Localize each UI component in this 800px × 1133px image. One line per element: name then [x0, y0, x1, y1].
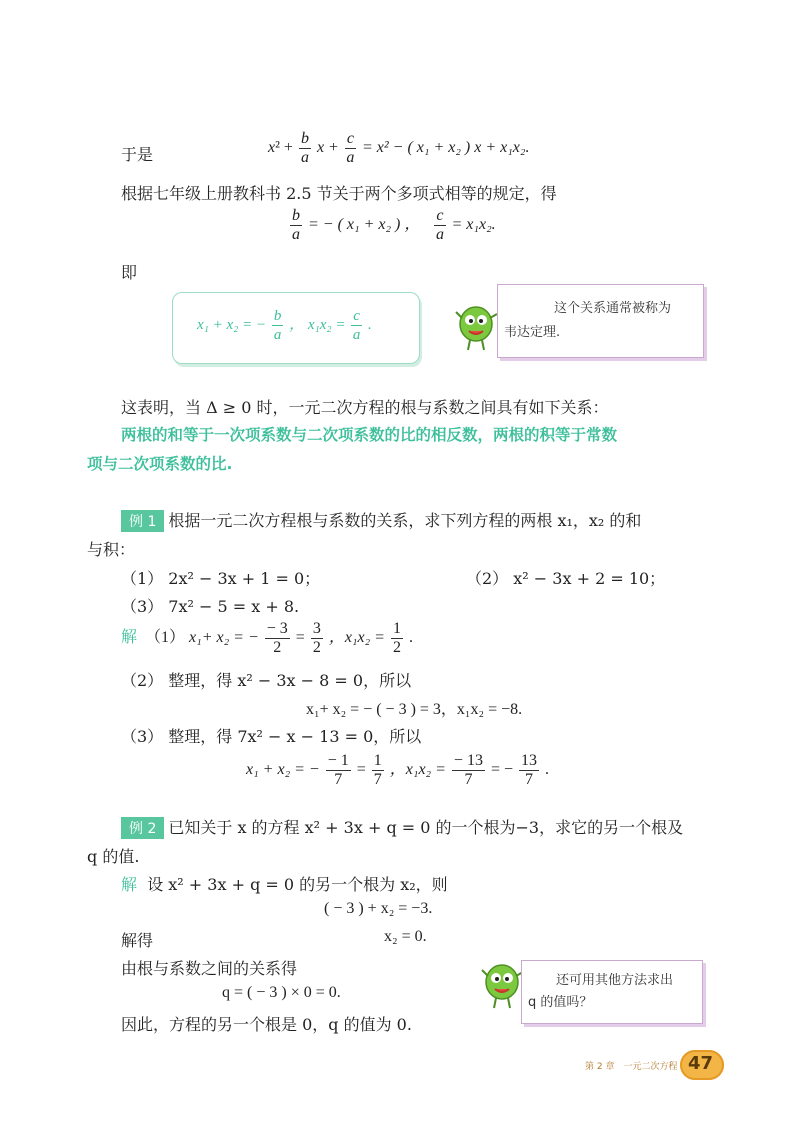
page-number: 47 — [688, 1053, 714, 1074]
example1-question-2: （2） x² − 3x + 2 = 10； — [466, 569, 666, 588]
equation-expansion: x² + $\frac{b}{a}$ x + $\frac{c}{a}$ = x² − ( x₁ + x₂ ) x + x₁x₂. — [268, 130, 530, 166]
example1-solution-2-line1: （2） 整理，得 x² − 3x − 8 = 0，所以 — [121, 671, 412, 690]
example1-solution-2-line2: x₁+ x₂ = − ( − 3 ) = 3，x₁x₂ = −8. — [306, 701, 523, 718]
example2-solution-line4: 由根与系数之间的关系得 — [121, 959, 298, 978]
note-other-method-line1: 还可用其他方法求出 — [556, 973, 674, 988]
example1-solution-3-line1: （3） 整理，得 7x² − x − 13 = 0，所以 — [121, 727, 422, 746]
example2-prompt: 例 2 已知关于 x 的方程 x² + 3x + q = 0 的一个根为−3，求它的另一个根及 — [121, 815, 683, 839]
mascot-icon — [454, 300, 500, 352]
ji-label: 即 — [121, 263, 138, 282]
fraction-b-over-a: $\frac{b}{a}$ — [300, 130, 309, 166]
example1-solution-3-line2: x₁ + x₂ = − $\frac{- 1}{7}$ = $\frac{1}{7}$ ，x₁x₂ = $\frac{- 13}{7}$ = − $\frac{13}{7}$ . — [246, 752, 549, 788]
paragraph-polynomial-rule: 根据七年级上册教科书 2.5 节关于两个多项式相等的规定，得 — [121, 184, 557, 203]
chapter-footer: 第 2 章 一元二次方程 — [585, 1062, 678, 1072]
highlight-relation-line1: 两根的和等于一次项系数与二次项系数的比的相反数，两根的积等于常数 — [121, 426, 618, 444]
vieta-formula: x₁ + x₂ = − $\frac{b}{a}$ ， x₁x₂ = $\frac{c}{a}$ . — [197, 308, 372, 343]
example2-solution-line6: 因此，方程的另一个根是 0，q 的值为 0. — [121, 1015, 412, 1034]
note-vieta-line1: 这个关系通常被称为 — [554, 301, 672, 316]
example2-solution-line1: 解 设 x² + 3x + q = 0 的另一个根为 x₂，则 — [121, 875, 448, 894]
note-vieta — [497, 284, 704, 358]
vieta-formula-box — [172, 292, 420, 364]
yushi-label: 于是 — [121, 145, 154, 164]
example1-question-1: （1） 2x² − 3x + 1 = 0； — [121, 569, 321, 588]
example1-tag: 例 1 — [121, 510, 164, 532]
example2-solution-line3-value: x₂ = 0. — [384, 928, 427, 945]
example2-prompt-cont: q 的值. — [87, 847, 140, 866]
jie-label: 解 — [121, 627, 138, 647]
example1-solution-1: 解 （1） x₁+ x₂ = − $\frac{- 3}{2}$ = $\frac{3}{2}$ ，x₁x₂ = $\frac{1}{2}$ . — [121, 620, 413, 656]
example2-solution-line2: ( − 3 ) + x₂ = −3. — [324, 900, 433, 917]
highlight-relation-line2: 项与二次项系数的比. — [87, 455, 233, 473]
example2-tag: 例 2 — [121, 817, 164, 839]
note-vieta-line2: 韦达定理. — [504, 325, 561, 340]
page-number-badge — [680, 1050, 724, 1080]
example1-question-3: （3） 7x² − 5 = x + 8. — [121, 597, 300, 616]
mascot-icon — [480, 958, 526, 1010]
fraction-c-over-a: $\frac{c}{a}$ — [346, 130, 355, 166]
note-other-method-line2: q 的值吗？ — [528, 995, 593, 1010]
note-other-method — [521, 960, 703, 1024]
example2-solution-line5: q = ( − 3 ) × 0 = 0. — [222, 984, 341, 1001]
jie-label: 解 — [121, 875, 138, 894]
paragraph-conclusion: 这表明，当 Δ ≥ 0 时，一元二次方程的根与系数之间具有如下关系： — [121, 398, 609, 417]
example1-prompt: 例 1 根据一元二次方程根与系数的关系，求下列方程的两根 x₁，x₂ 的和 — [121, 508, 641, 532]
equation-coefficients: $\frac{b}{a}$ = − ( x₁ + x₂ ) ， $\frac{c}{a}$ = x₁x₂. — [292, 207, 496, 243]
example2-solution-line3-label: 解得 — [121, 931, 154, 950]
example1-prompt-cont: 与积： — [87, 540, 136, 559]
